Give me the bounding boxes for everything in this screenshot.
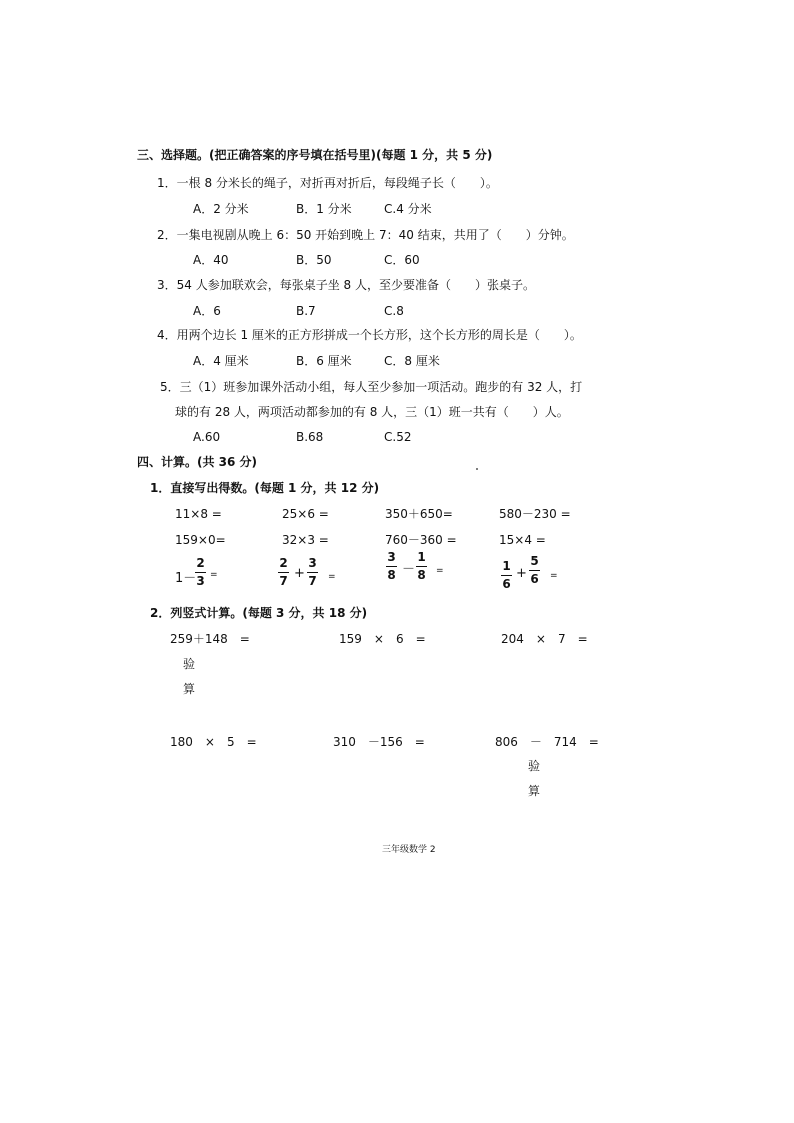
part2-heading: 2．列竖式计算。(每题 3 分，共 18 分) <box>150 606 368 620</box>
fraction-b-first <box>278 557 289 588</box>
question-2-option-c: C．60 <box>384 253 420 267</box>
fraction-bar <box>529 570 540 571</box>
check-label-2a: 验 <box>528 759 541 773</box>
fraction-c-den2: 8 <box>417 568 426 582</box>
fraction-d-den2: 6 <box>530 572 539 586</box>
question-5-option-a: A.60 <box>193 430 221 444</box>
question-2-stem: 2．一集电视剧从晚上 6：50 开始到晚上 7：40 结束，共用了（ ）分钟。 <box>157 228 574 242</box>
fraction-a-equals: = <box>210 570 218 580</box>
question-3-option-a: A．6 <box>193 304 221 318</box>
question-4-option-c: C．8 厘米 <box>384 354 440 368</box>
fraction-b-operator: + <box>294 566 305 581</box>
question-3-stem: 3．54 人参加联欢会，每张桌子坐 8 人，至少要准备（ ）张桌子。 <box>157 278 535 292</box>
question-2-option-b: B．50 <box>296 253 332 267</box>
fraction-d-equals: = <box>550 571 558 581</box>
oral-calc-4: 580－230 = <box>499 507 571 521</box>
question-4-stem: 4．用两个边长 1 厘米的正方形拼成一个长方形，这个长方形的周长是（ ）。 <box>157 328 582 342</box>
fraction-c-first <box>386 551 397 582</box>
fraction-a-denominator: 3 <box>196 574 205 588</box>
question-2-option-a: A．40 <box>193 253 229 267</box>
fraction-b-num1: 2 <box>279 556 288 570</box>
fraction-bar <box>278 572 289 573</box>
fraction-d-den1: 6 <box>502 577 511 591</box>
check-label-1a: 验 <box>183 657 196 671</box>
fraction-b-second <box>307 557 318 588</box>
fraction-b-den1: 7 <box>279 574 288 588</box>
oral-calc-6: 32×3 = <box>282 533 329 547</box>
fraction-d-operator: + <box>516 566 527 581</box>
fraction-a <box>195 557 206 588</box>
oral-calc-5: 159×0= <box>175 533 226 547</box>
fraction-d-num1: 1 <box>502 559 511 573</box>
oral-calc-2: 25×6 = <box>282 507 329 521</box>
oral-calc-8: 15×4 = <box>499 533 546 547</box>
page-footer: 三年级数学 2 <box>382 845 436 855</box>
fraction-bar <box>416 566 427 567</box>
question-5-option-b: B.68 <box>296 430 324 444</box>
question-4-option-a: A．4 厘米 <box>193 354 249 368</box>
fraction-a-numerator: 2 <box>196 556 205 570</box>
fraction-d-second <box>529 555 540 586</box>
fraction-a-whole: 1－ <box>175 571 197 586</box>
check-label-2b: 算 <box>528 784 541 798</box>
fraction-c-den1: 8 <box>387 568 396 582</box>
section3-heading: 三、选择题。(把正确答案的序号填在括号里)(每题 1 分，共 5 分) <box>137 148 493 162</box>
question-3-option-b: B.7 <box>296 304 316 318</box>
fraction-d-first <box>501 560 512 591</box>
fraction-c-num1: 3 <box>387 550 396 564</box>
check-label-1b: 算 <box>183 682 196 696</box>
question-1-option-b: B．1 分米 <box>296 202 352 216</box>
oral-calc-1: 11×8 = <box>175 507 222 521</box>
vertical-calc-5: 310 －156 = <box>333 735 425 749</box>
fraction-b-equals: = <box>328 572 336 582</box>
question-1-option-a: A．2 分米 <box>193 202 249 216</box>
oral-calc-7: 760－360 = <box>385 533 457 547</box>
fraction-bar <box>501 575 512 576</box>
section4-heading: 四、计算。(共 36 分) <box>137 455 258 469</box>
fraction-b-den2: 7 <box>308 574 317 588</box>
vertical-calc-3: 204 × 7 = <box>501 632 588 646</box>
fraction-c-operator: － <box>402 562 416 577</box>
fraction-c-num2: 1 <box>417 550 426 564</box>
fraction-b-num2: 3 <box>308 556 317 570</box>
vertical-calc-6: 806 － 714 = <box>495 735 599 749</box>
fraction-bar <box>307 572 318 573</box>
scan-speck <box>476 468 478 470</box>
fraction-bar <box>195 572 206 573</box>
question-5-stem-line2: 球的有 28 人，两项活动都参加的有 8 人，三（1）班一共有（ ）人。 <box>175 405 569 419</box>
question-5-stem: 5．三（1）班参加课外活动小组，每人至少参加一项活动。跑步的有 32 人，打 <box>160 380 583 394</box>
vertical-calc-2: 159 × 6 = <box>339 632 426 646</box>
part1-heading: 1．直接写出得数。(每题 1 分，共 12 分) <box>150 481 380 495</box>
question-4-option-b: B．6 厘米 <box>296 354 352 368</box>
fraction-c-equals: = <box>436 566 444 576</box>
question-1-option-c: C.4 分米 <box>384 202 432 216</box>
question-1-stem: 1．一根 8 分米长的绳子，对折再对折后，每段绳子长（ ）。 <box>157 176 498 190</box>
fraction-d-num2: 5 <box>530 554 539 568</box>
vertical-calc-1: 259＋148 = <box>170 632 250 646</box>
fraction-c-second <box>416 551 427 582</box>
oral-calc-3: 350＋650= <box>385 507 453 521</box>
vertical-calc-4: 180 × 5 = <box>170 735 257 749</box>
question-3-option-c: C.8 <box>384 304 404 318</box>
question-5-option-c: C.52 <box>384 430 412 444</box>
fraction-bar <box>386 566 397 567</box>
